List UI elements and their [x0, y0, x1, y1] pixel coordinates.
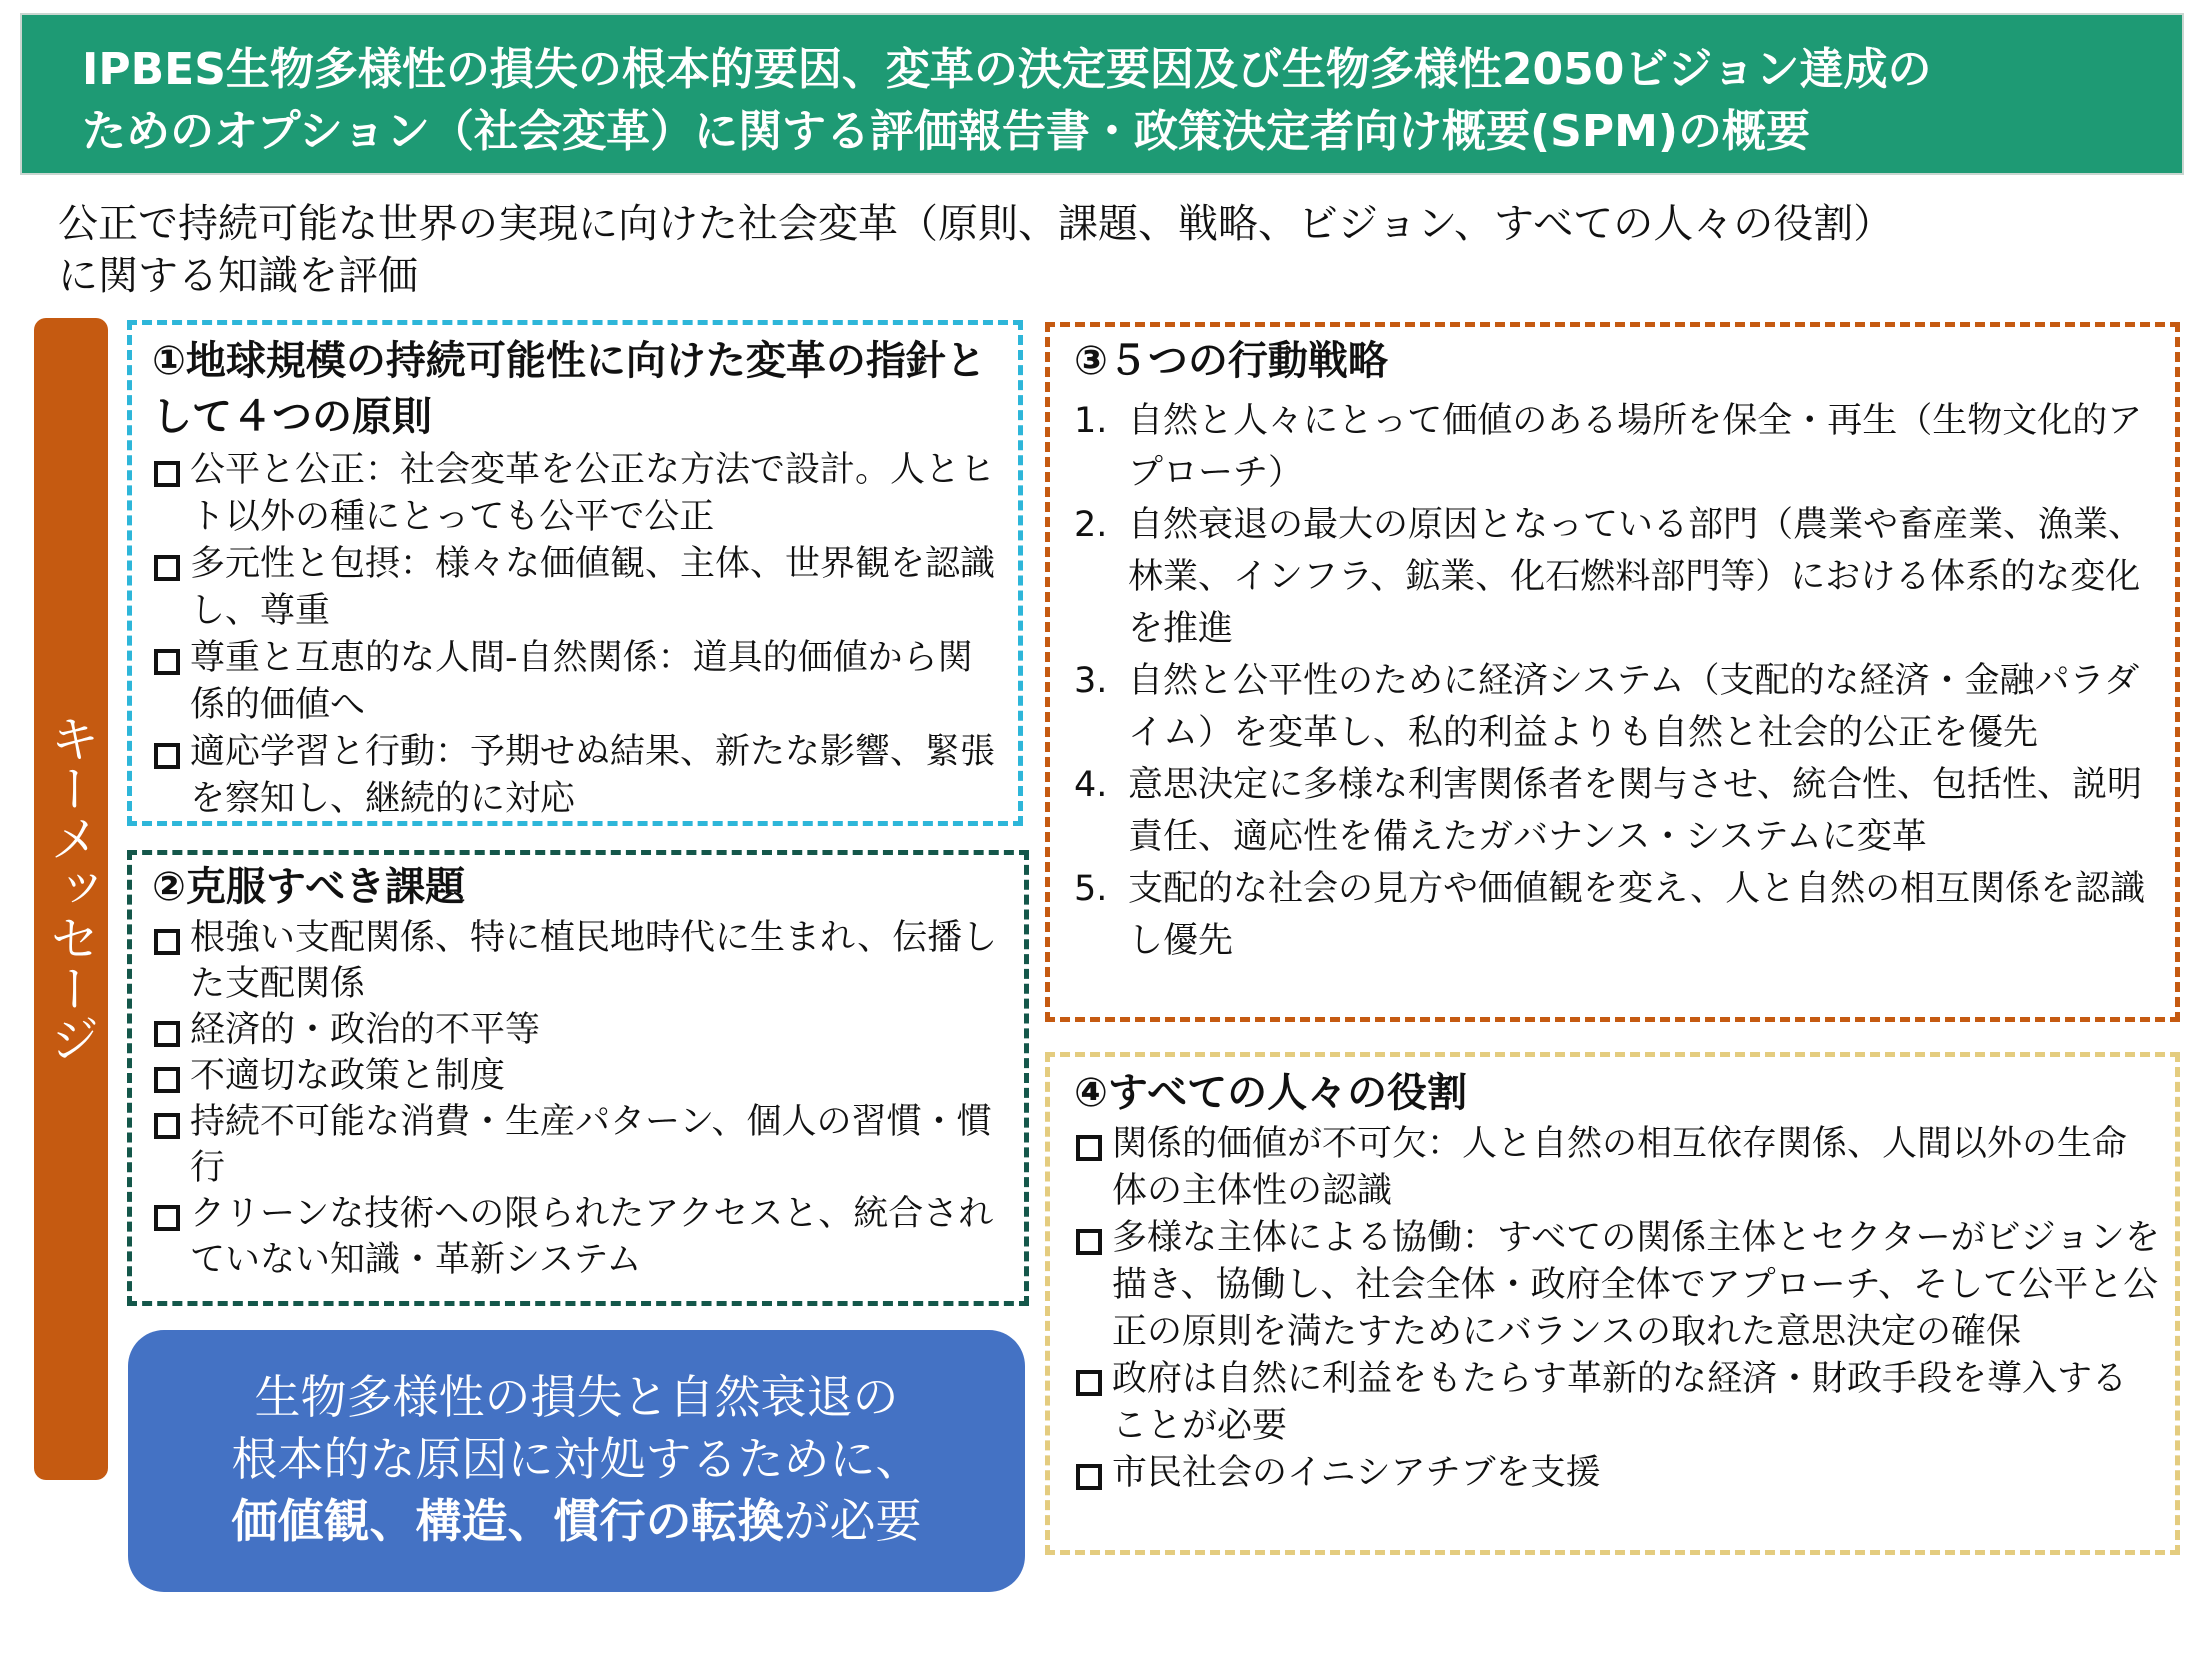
list-item: 多様な主体による協働：すべての関係主体とセクターがビジョンを描き、協働し、社会全体・政府全体でアプローチ、そして公平と公正の原則を満たすためにバランスの取れた意思決定の確保	[1074, 1215, 2161, 1356]
challenges-heading: ②克服すべき課題	[152, 864, 466, 910]
roles-list	[1074, 1121, 2161, 1497]
checkbox-icon	[154, 555, 180, 581]
list-item: 3. 自然と公平性のために経済システム（支配的な経済・金融パラダイム）を変革し、私的利益よりも自然と社会的公正を優先	[1074, 655, 2161, 759]
strategies-heading: ③５つの行動戦略	[1074, 338, 1388, 384]
intro-line-1: 公正で持続可能な世界の実現に向けた社会変革（原則、課題、戦略、ビジョン、すべての人々の役割）	[58, 201, 1894, 247]
strategies-list	[1074, 395, 2161, 967]
summary-line-2: 根本的な原因に対処するために、	[231, 1432, 922, 1486]
challenges-list	[152, 915, 1010, 1283]
summary-emphasis: 価値観、構造、慣行の転換	[231, 1494, 784, 1548]
list-item: 尊重と互恵的な人間-自然関係：道具的価値から関係的価値へ	[152, 635, 1004, 729]
checkbox-icon	[1076, 1229, 1102, 1255]
list-item: 公平と公正：社会変革を公正な方法で設計。人とヒト以外の種にとっても公平で公正	[152, 447, 1004, 541]
list-item: 1. 自然と人々にとって価値のある場所を保全・再生（生物文化的アプローチ）	[1074, 395, 2161, 499]
strategies-box	[1045, 322, 2180, 1022]
list-item: 持続不可能な消費・生産パターン、個人の習慣・慣行	[152, 1099, 1010, 1191]
principles-list	[152, 447, 1004, 823]
item-number: 3.	[1074, 661, 1108, 701]
summary-line-1: 生物多様性の損失と自然衰退の	[254, 1370, 899, 1424]
checkbox-icon	[1076, 1464, 1102, 1490]
key-message-label: キーメッセージ	[42, 713, 100, 1063]
list-item: 関係的価値が不可欠：人と自然の相互依存関係、人間以外の生命体の主体性の認識	[1074, 1121, 2161, 1215]
item-number: 1.	[1074, 401, 1108, 441]
checkbox-icon	[1076, 1135, 1102, 1161]
checkbox-icon	[154, 743, 180, 769]
item-number: 4.	[1074, 765, 1108, 805]
intro-text	[58, 198, 2158, 302]
list-item: 政府は自然に利益をもたらす革新的な経済・財政手段を導入することが必要	[1074, 1356, 2161, 1450]
key-message-bar	[34, 318, 108, 1480]
checkbox-icon	[1076, 1370, 1102, 1396]
list-item: 市民社会のイニシアチブを支援	[1074, 1450, 2161, 1497]
item-number: 5.	[1074, 869, 1108, 909]
list-item: 多元性と包摂：様々な価値観、主体、世界観を認識し、尊重	[152, 541, 1004, 635]
list-item: 経済的・政治的不平等	[152, 1007, 1010, 1053]
page-title	[22, 15, 2182, 173]
list-item: 4. 意思決定に多様な利害関係者を関与させ、統合性、包括性、説明責任、適応性を備えたガバナンス・システムに変革	[1074, 759, 2161, 863]
list-item: 2. 自然衰退の最大の原因となっている部門（農業や畜産業、漁業、林業、インフラ、鉱業、化石燃料部門等）における体系的な変化を推進	[1074, 499, 2161, 655]
list-item: 不適切な政策と制度	[152, 1053, 1010, 1099]
list-item: 根強い支配関係、特に植民地時代に生まれ、伝播した支配関係	[152, 915, 1010, 1007]
checkbox-icon	[154, 1067, 180, 1093]
title-line-2: ためのオプション（社会変革）に関する評価報告書・政策決定者向け概要(SPM)の概要	[82, 106, 1810, 157]
checkbox-icon	[154, 649, 180, 675]
principles-heading: ①地球規模の持続可能性に向けた変革の指針として４つの原則	[152, 338, 986, 440]
summary-callout	[128, 1330, 1025, 1592]
roles-box	[1045, 1052, 2180, 1555]
intro-line-2: に関する知識を評価	[58, 253, 418, 299]
summary-line-3	[128, 1490, 1025, 1552]
list-item: クリーンな技術への限られたアクセスと、統合されていない知識・革新システム	[152, 1191, 1010, 1283]
item-number: 2.	[1074, 505, 1108, 545]
list-item: 5. 支配的な社会の見方や価値観を変え、人と自然の相互関係を認識し優先	[1074, 863, 2161, 967]
challenges-box	[127, 850, 1029, 1306]
summary-tail: が必要	[783, 1494, 922, 1548]
roles-heading: ④すべての人々の役割	[1074, 1070, 1468, 1116]
checkbox-icon	[154, 929, 180, 955]
title-line-1: IPBES生物多様性の損失の根本的要因、変革の決定要因及び生物多様性2050ビジョン達成の	[82, 44, 1932, 95]
list-item: 適応学習と行動：予期せぬ結果、新たな影響、緊張を察知し、継続的に対応	[152, 729, 1004, 823]
principles-box	[127, 320, 1023, 826]
checkbox-icon	[154, 1113, 180, 1139]
checkbox-icon	[154, 1205, 180, 1231]
checkbox-icon	[154, 1021, 180, 1047]
checkbox-icon	[154, 461, 180, 487]
